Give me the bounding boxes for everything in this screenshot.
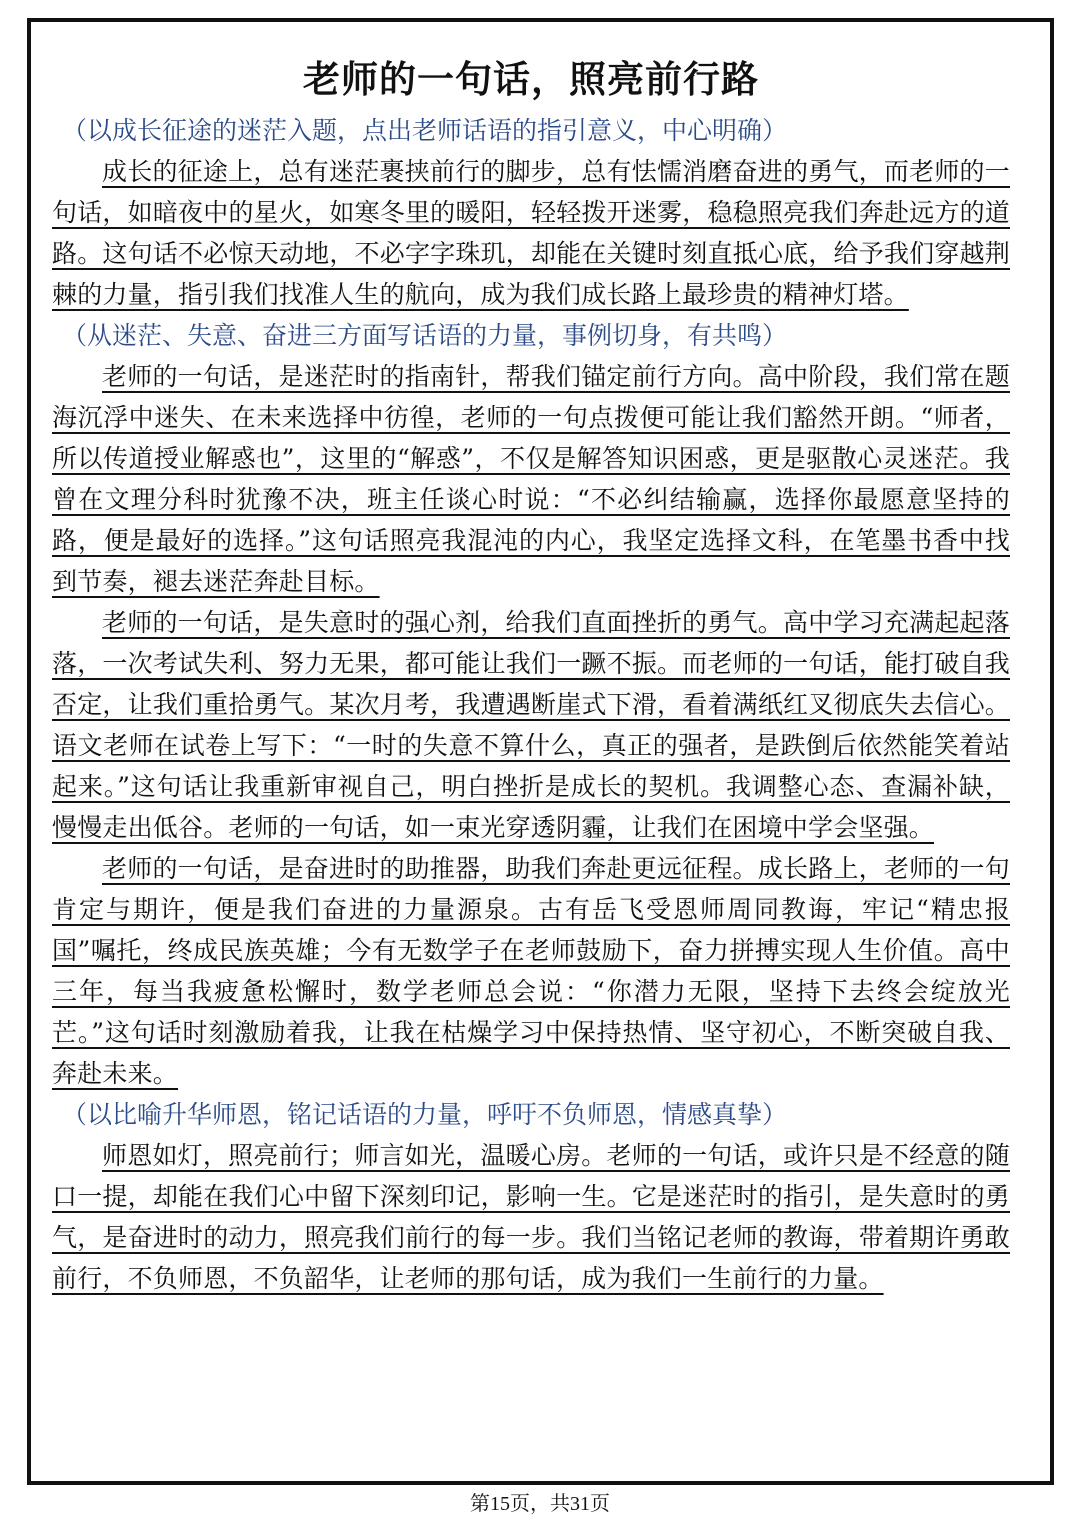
paragraph-conclusion: [52, 1135, 1010, 1299]
paragraph-body-1: [52, 356, 1010, 602]
section-note-intro: （以成长征途的迷茫入题，点出老师话语的指引意义，中心明确）: [62, 116, 788, 145]
essay-content: [52, 50, 1010, 1299]
paragraph-text: 成长的征途上，总有迷茫裹挟前行的脚步，总有怯懦消磨奋进的勇气，而老师的一句话，如暗夜中的星火，如寒冬里的暖阳，轻轻拨开迷雾，稳稳照亮我们奔赴远方的道路。这句话不必惊天动地，不必字字珠玑，却能在关键时刻直抵心底，给予我们穿越荆棘的力量，指引我们找准人生的航向，成为我们成长路上最珍贵的精神灯塔。: [52, 157, 1010, 309]
section-note-conclusion: （以比喻升华师恩，铭记话语的力量，呼吁不负师恩，情感真挚）: [62, 1100, 788, 1129]
paragraph-body-2: [52, 602, 1010, 848]
essay-title: 老师的一句话，照亮前行路: [303, 58, 759, 101]
paragraph-intro: [52, 151, 1010, 315]
paragraph-text: 老师的一句话，是失意时的强心剂，给我们直面挫折的勇气。高中学习充满起起落落，一次考试失利、努力无果，都可能让我们一蹶不振。而老师的一句话，能打破自我否定，让我们重拾勇气。某次月考，我遭遇断崖式下滑，看着满纸红叉彻底失去信心。语文老师在试卷上写下：“一时的失意不算什么，真正的强者，是跌倒后依然能笑着站起来。”这句话让我重新审视自己，明白挫折是成长的契机。我调整心态、查漏补缺，慢慢走出低谷。老师的一句话，如一束光穿透阴霾，让我们在困境中学会坚强。: [52, 608, 1010, 842]
paragraph-text: 师恩如灯，照亮前行；师言如光，温暖心房。老师的一句话，或许只是不经意的随口一提，却能在我们心中留下深刻印记，影响一生。它是迷茫时的指引，是失意时的勇气，是奋进时的动力，照亮我们前行的每一步。我们当铭记老师的教诲，带着期许勇敢前行，不负师恩，不负韶华，让老师的那句话，成为我们一生前行的力量。: [52, 1141, 1010, 1293]
paragraph-text: 老师的一句话，是迷茫时的指南针，帮我们锚定前行方向。高中阶段，我们常在题海沉浮中迷失、在未来选择中彷徨，老师的一句点拨便可能让我们豁然开朗。“师者，所以传道授业解惑也”，这里的“解惑”，不仅是解答知识困惑，更是驱散心灵迷茫。我曾在文理分科时犹豫不决，班主任谈心时说：“不必纠结输赢，选择你最愿意坚持的路，便是最好的选择。”这句话照亮我混沌的内心，我坚定选择文科，在笔墨书香中找到节奏，褪去迷茫奔赴目标。: [52, 362, 1010, 596]
section-note-body: （从迷茫、失意、奋进三方面写话语的力量，事例切身，有共鸣）: [62, 321, 788, 350]
page-number-footer: 第15页，共31页: [470, 1493, 610, 1515]
paragraph-body-3: [52, 848, 1010, 1094]
paragraph-text: 老师的一句话，是奋进时的助推器，助我们奔赴更远征程。成长路上，老师的一句肯定与期许，便是我们奋进的力量源泉。古有岳飞受恩师周同教诲，牢记“精忠报国”嘱托，终成民族英雄；今有无数学子在老师鼓励下，奋力拼搏实现人生价值。高中三年，每当我疲惫松懈时，数学老师总会说：“你潜力无限，坚持下去终会绽放光芒。”这句话时刻激励着我，让我在枯燥学习中保持热情、坚守初心，不断突破自我、奔赴未来。: [52, 854, 1010, 1088]
